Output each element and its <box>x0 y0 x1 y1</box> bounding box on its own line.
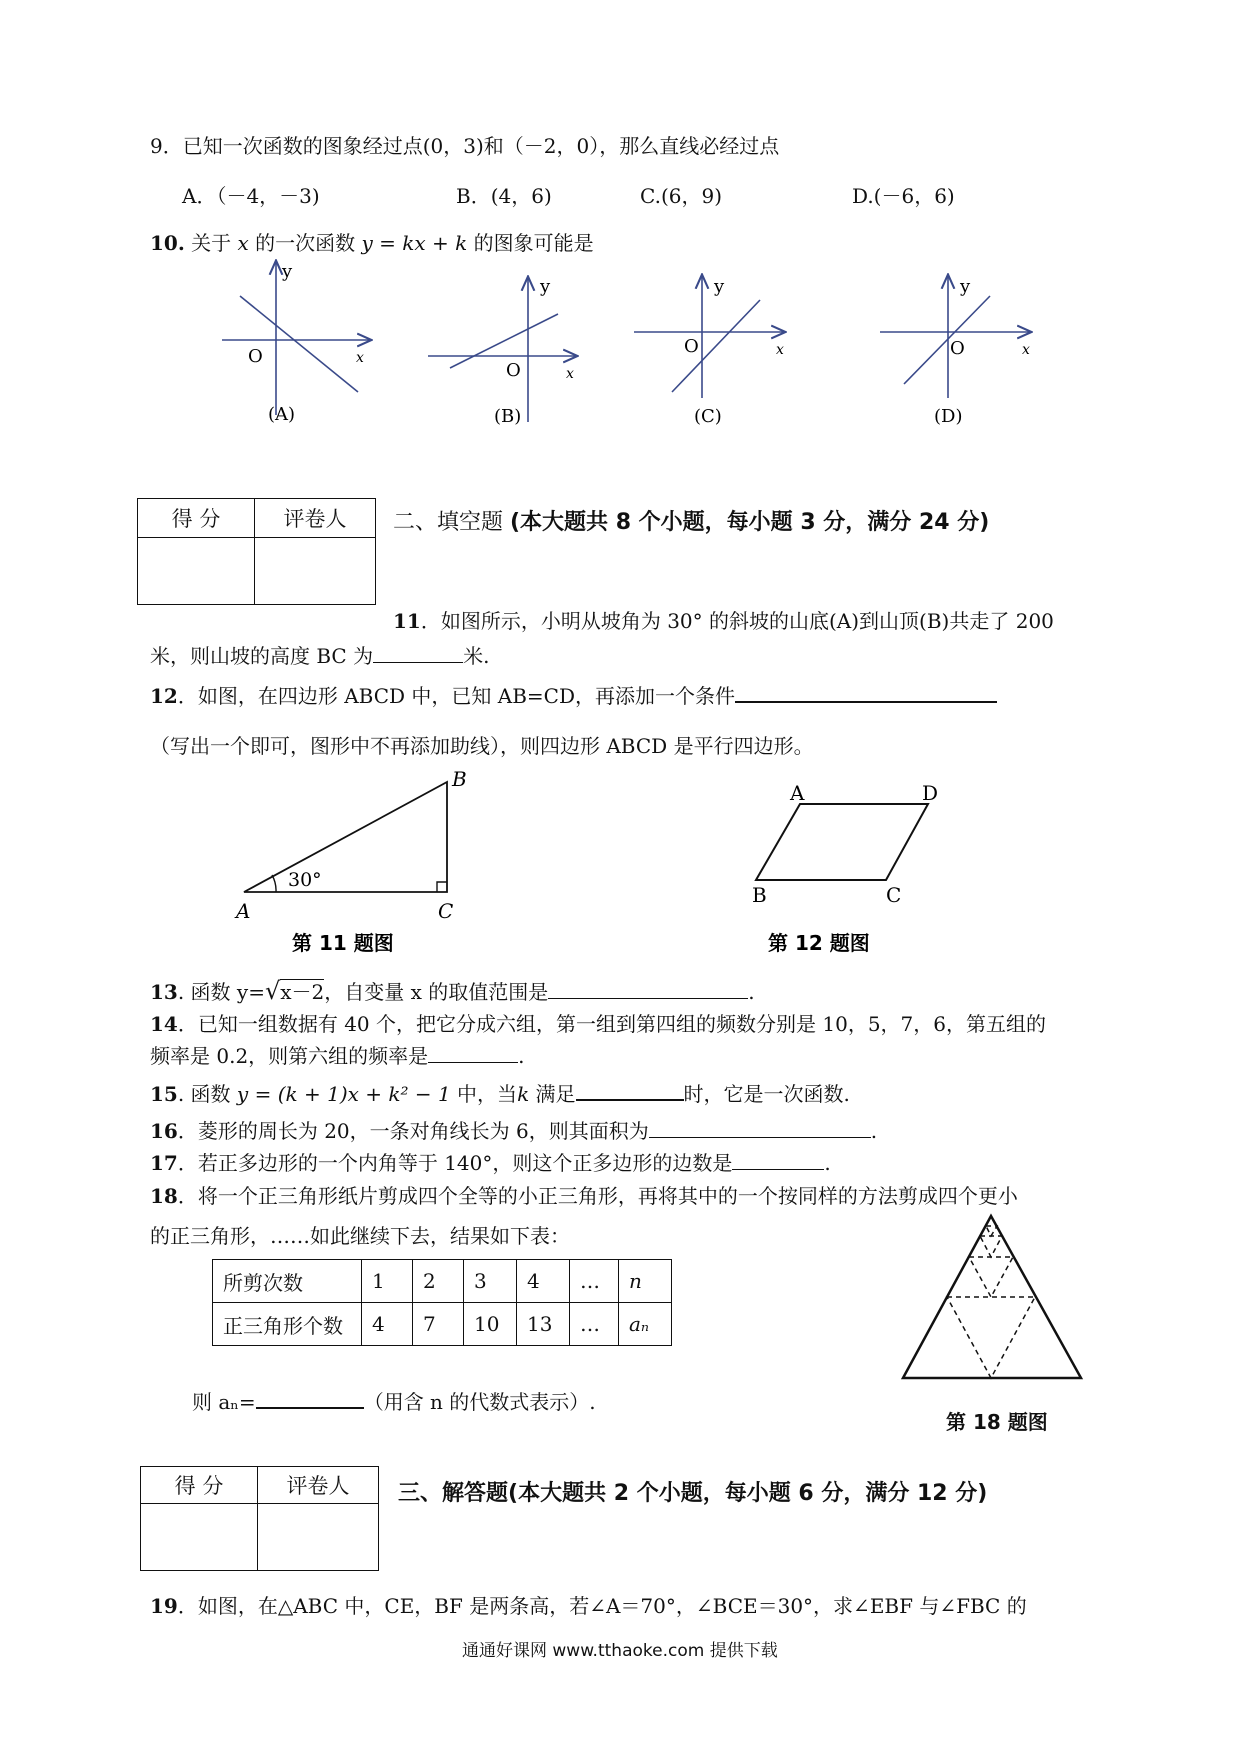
q10-text-mid: 的一次函数 <box>248 231 362 255</box>
section3-score-table <box>140 1466 379 1571</box>
q11-text1: ．如图所示，小明从坡角为 30° 的斜坡的山底(A)到山顶(B)共走了 200 <box>420 609 1054 633</box>
q19-number: 19 <box>150 1594 178 1618</box>
score-cell <box>141 1504 258 1571</box>
q16-number: 16 <box>150 1119 178 1143</box>
q11-text2: 米，则山坡的高度 BC 为 <box>150 644 374 668</box>
graph-b <box>428 278 576 422</box>
fig11-label-c: C <box>438 899 454 923</box>
q17-number: 17 <box>150 1151 178 1175</box>
score-cell <box>138 538 255 605</box>
q13-answer-blank[interactable] <box>548 978 748 999</box>
q15-text-mid2: 满足 <box>529 1082 576 1106</box>
fig11-angle-label: 30° <box>288 869 322 891</box>
q13-text-post: ，自变量 x 的取值范围是 <box>324 980 549 1004</box>
q11-number: 11 <box>393 609 421 633</box>
section3-detail: (本大题共 2 个小题，每小题 6 分，满分 12 分) <box>508 1481 988 1506</box>
fig18-caption: 第 18 题图 <box>946 1410 1048 1434</box>
q11-line2 <box>150 640 489 669</box>
q13-number: 13 <box>150 980 178 1004</box>
fig12-parallelogram <box>756 804 928 880</box>
q16-text: ．菱形的周长为 20，一条对角线长为 6，则其面积为 <box>177 1119 649 1143</box>
q18-number: 18 <box>150 1184 178 1208</box>
table-cell: … <box>570 1260 619 1303</box>
q12-line2: （写出一个即可，图形中不再添加助线），则四边形 ABCD 是平行四边形。 <box>150 734 814 758</box>
q9-option-d: D.(－6，6) <box>852 184 955 208</box>
section2-title: 二、填空题 <box>393 510 510 535</box>
q15-var-k: k <box>517 1082 530 1106</box>
q12-line1 <box>150 680 997 709</box>
q15-formula: y = (k + 1)x + k² − 1 <box>236 1082 451 1106</box>
q10-graphs <box>0 0 1240 440</box>
q13 <box>150 976 755 1005</box>
q18-table <box>212 1259 672 1346</box>
table-cell: 4 <box>517 1260 570 1303</box>
fig12-label-c: C <box>886 883 902 907</box>
q17-text: ．若正多边形的一个内角等于 140°，则这个正多边形的边数是 <box>177 1151 733 1175</box>
q10-formula: y = kx + k <box>361 231 468 255</box>
graph-c-x-label: x <box>776 342 784 358</box>
q10-text-pre: 关于 <box>184 231 238 255</box>
q19 <box>150 1590 1027 1619</box>
q19-text: ．如图，在△ABC 中，CE，BF 是两条高，若∠A＝70°，∠BCE＝30°，求∠EBF 与∠FBC 的 <box>177 1594 1027 1618</box>
table-cell: 正三角形个数 <box>213 1303 362 1346</box>
graph-c-origin-label: O <box>684 336 699 357</box>
q16-end: . <box>870 1119 878 1143</box>
q18-answer-blank[interactable] <box>256 1387 364 1409</box>
grader-header: 评卷人 <box>255 499 376 538</box>
q10-number: 10. <box>150 231 185 255</box>
section3-heading <box>398 1476 987 1507</box>
q11-text3: 米. <box>463 644 490 668</box>
section2-heading <box>393 505 989 536</box>
grader-cell <box>255 538 376 605</box>
table-cell: 7 <box>413 1303 464 1346</box>
fig-11-12 <box>0 760 1240 960</box>
grader-cell <box>258 1504 379 1571</box>
q14-text1: ．已知一组数据有 40 个，把它分成六组，第一组到第四组的频数分别是 10，5，7，6，第五组的 <box>177 1012 1046 1036</box>
q13-text-pre: . 函数 y= <box>177 980 265 1004</box>
q15-text-post: 时，它是一次函数. <box>683 1082 850 1106</box>
fig12-label-b: B <box>752 883 767 907</box>
score-header: 得 分 <box>141 1467 258 1504</box>
sqrt-icon: √ <box>264 977 281 1005</box>
table-cell: 13 <box>517 1303 570 1346</box>
page-footer: 通通好课网 www.tthaoke.com 提供下载 <box>462 1641 778 1661</box>
q15-answer-blank[interactable] <box>576 1079 684 1101</box>
q9-stem: 9．已知一次函数的图象经过点(0，3)和（－2，0），那么直线必经过点 <box>150 134 780 158</box>
q11-line1 <box>393 605 1054 634</box>
table-cell: 3 <box>464 1260 517 1303</box>
fig11-triangle <box>244 782 447 892</box>
q16 <box>150 1115 877 1144</box>
fig12-label-d: D <box>922 781 939 805</box>
q13-radicand: x－2 <box>280 980 325 1004</box>
graph-c-y-label: y <box>714 276 725 297</box>
q17-end: . <box>824 1151 831 1175</box>
q14-line1 <box>150 1008 1046 1037</box>
table-cell: n <box>619 1260 672 1303</box>
q16-answer-blank[interactable] <box>649 1117 871 1138</box>
q18-line2: 的正三角形，……如此继续下去，结果如下表： <box>150 1224 570 1248</box>
graph-d <box>880 276 1030 398</box>
grader-header: 评卷人 <box>258 1467 379 1504</box>
q15-number: 15 <box>150 1082 178 1106</box>
graph-d-option-label: (D) <box>934 406 963 427</box>
fig12-caption: 第 12 题图 <box>768 931 870 955</box>
q9-option-b: B．(4，6) <box>456 184 552 208</box>
q12-text1: ．如图，在四边形 ABCD 中，已知 AB=CD，再添加一个条件 <box>177 684 736 708</box>
q11-answer-blank[interactable] <box>373 642 463 663</box>
graph-d-x-label: x <box>1022 342 1030 358</box>
q14-answer-blank[interactable] <box>428 1042 518 1063</box>
section2-detail: (本大题共 8 个小题，每小题 3 分，满分 24 分) <box>510 510 990 535</box>
graph-d-y-label: y <box>960 276 971 297</box>
table-cell: 所剪次数 <box>213 1260 362 1303</box>
section2-score-table <box>137 498 376 605</box>
graph-b-option-label: (B) <box>494 406 522 427</box>
q18-answer-post: （用含 n 的代数式表示）. <box>363 1390 596 1414</box>
q12-number: 12 <box>150 684 178 708</box>
q15 <box>150 1078 850 1107</box>
table-cell: 4 <box>362 1303 413 1346</box>
q17 <box>150 1147 831 1176</box>
section3-title: 三、解答题 <box>398 1481 509 1506</box>
fig12-label-a: A <box>790 781 805 805</box>
table-cell: 1 <box>362 1260 413 1303</box>
graph-d-origin-label: O <box>950 338 965 359</box>
q17-answer-blank[interactable] <box>732 1149 824 1170</box>
q18-answer-line <box>192 1386 596 1415</box>
q13-end: . <box>748 980 755 1004</box>
graph-a-origin-label: O <box>248 346 263 367</box>
q18-text1: ．将一个正三角形纸片剪成四个全等的小正三角形，再将其中的一个按同样的方法剪成四个更小 <box>177 1184 1018 1208</box>
table-cell: 2 <box>413 1260 464 1303</box>
q14-line2 <box>150 1040 525 1069</box>
graph-a-x-label: x <box>356 350 364 366</box>
q10-var-x: x <box>237 231 249 255</box>
q15-text-pre: . 函数 <box>177 1082 237 1106</box>
q14-end: . <box>518 1044 525 1068</box>
table-row <box>213 1303 672 1346</box>
q9-option-a: A．（－4，－3) <box>182 184 320 208</box>
table-cell: 10 <box>464 1303 517 1346</box>
graph-a <box>222 262 370 415</box>
fig11-label-a: A <box>236 899 251 923</box>
fig18-triangles <box>900 1210 1100 1430</box>
graph-b-origin-label: O <box>506 360 521 381</box>
graph-c-option-label: (C) <box>694 406 722 427</box>
q14-number: 14 <box>150 1012 178 1036</box>
fig11-caption: 第 11 题图 <box>292 931 394 955</box>
table-cell: aₙ <box>619 1303 672 1346</box>
table-row <box>213 1260 672 1303</box>
graph-a-y-label: y <box>282 261 293 282</box>
q18-line1 <box>150 1180 1018 1209</box>
fig11-label-b: B <box>452 767 467 791</box>
graph-b-y-label: y <box>540 276 551 297</box>
score-header: 得 分 <box>138 499 255 538</box>
q9-option-c: C.(6，9) <box>640 184 723 208</box>
q15-text-mid: 中，当 <box>450 1082 518 1106</box>
q18-answer-pre: 则 aₙ= <box>192 1390 256 1414</box>
q14-text2: 频率是 0.2，则第六组的频率是 <box>150 1044 429 1068</box>
q10-text-post: 的图象可能是 <box>467 231 594 255</box>
table-cell: … <box>570 1303 619 1346</box>
graph-b-x-label: x <box>566 366 574 382</box>
graph-c <box>634 276 784 398</box>
q12-answer-blank[interactable] <box>735 681 997 703</box>
graph-a-option-label: (A) <box>268 404 296 425</box>
